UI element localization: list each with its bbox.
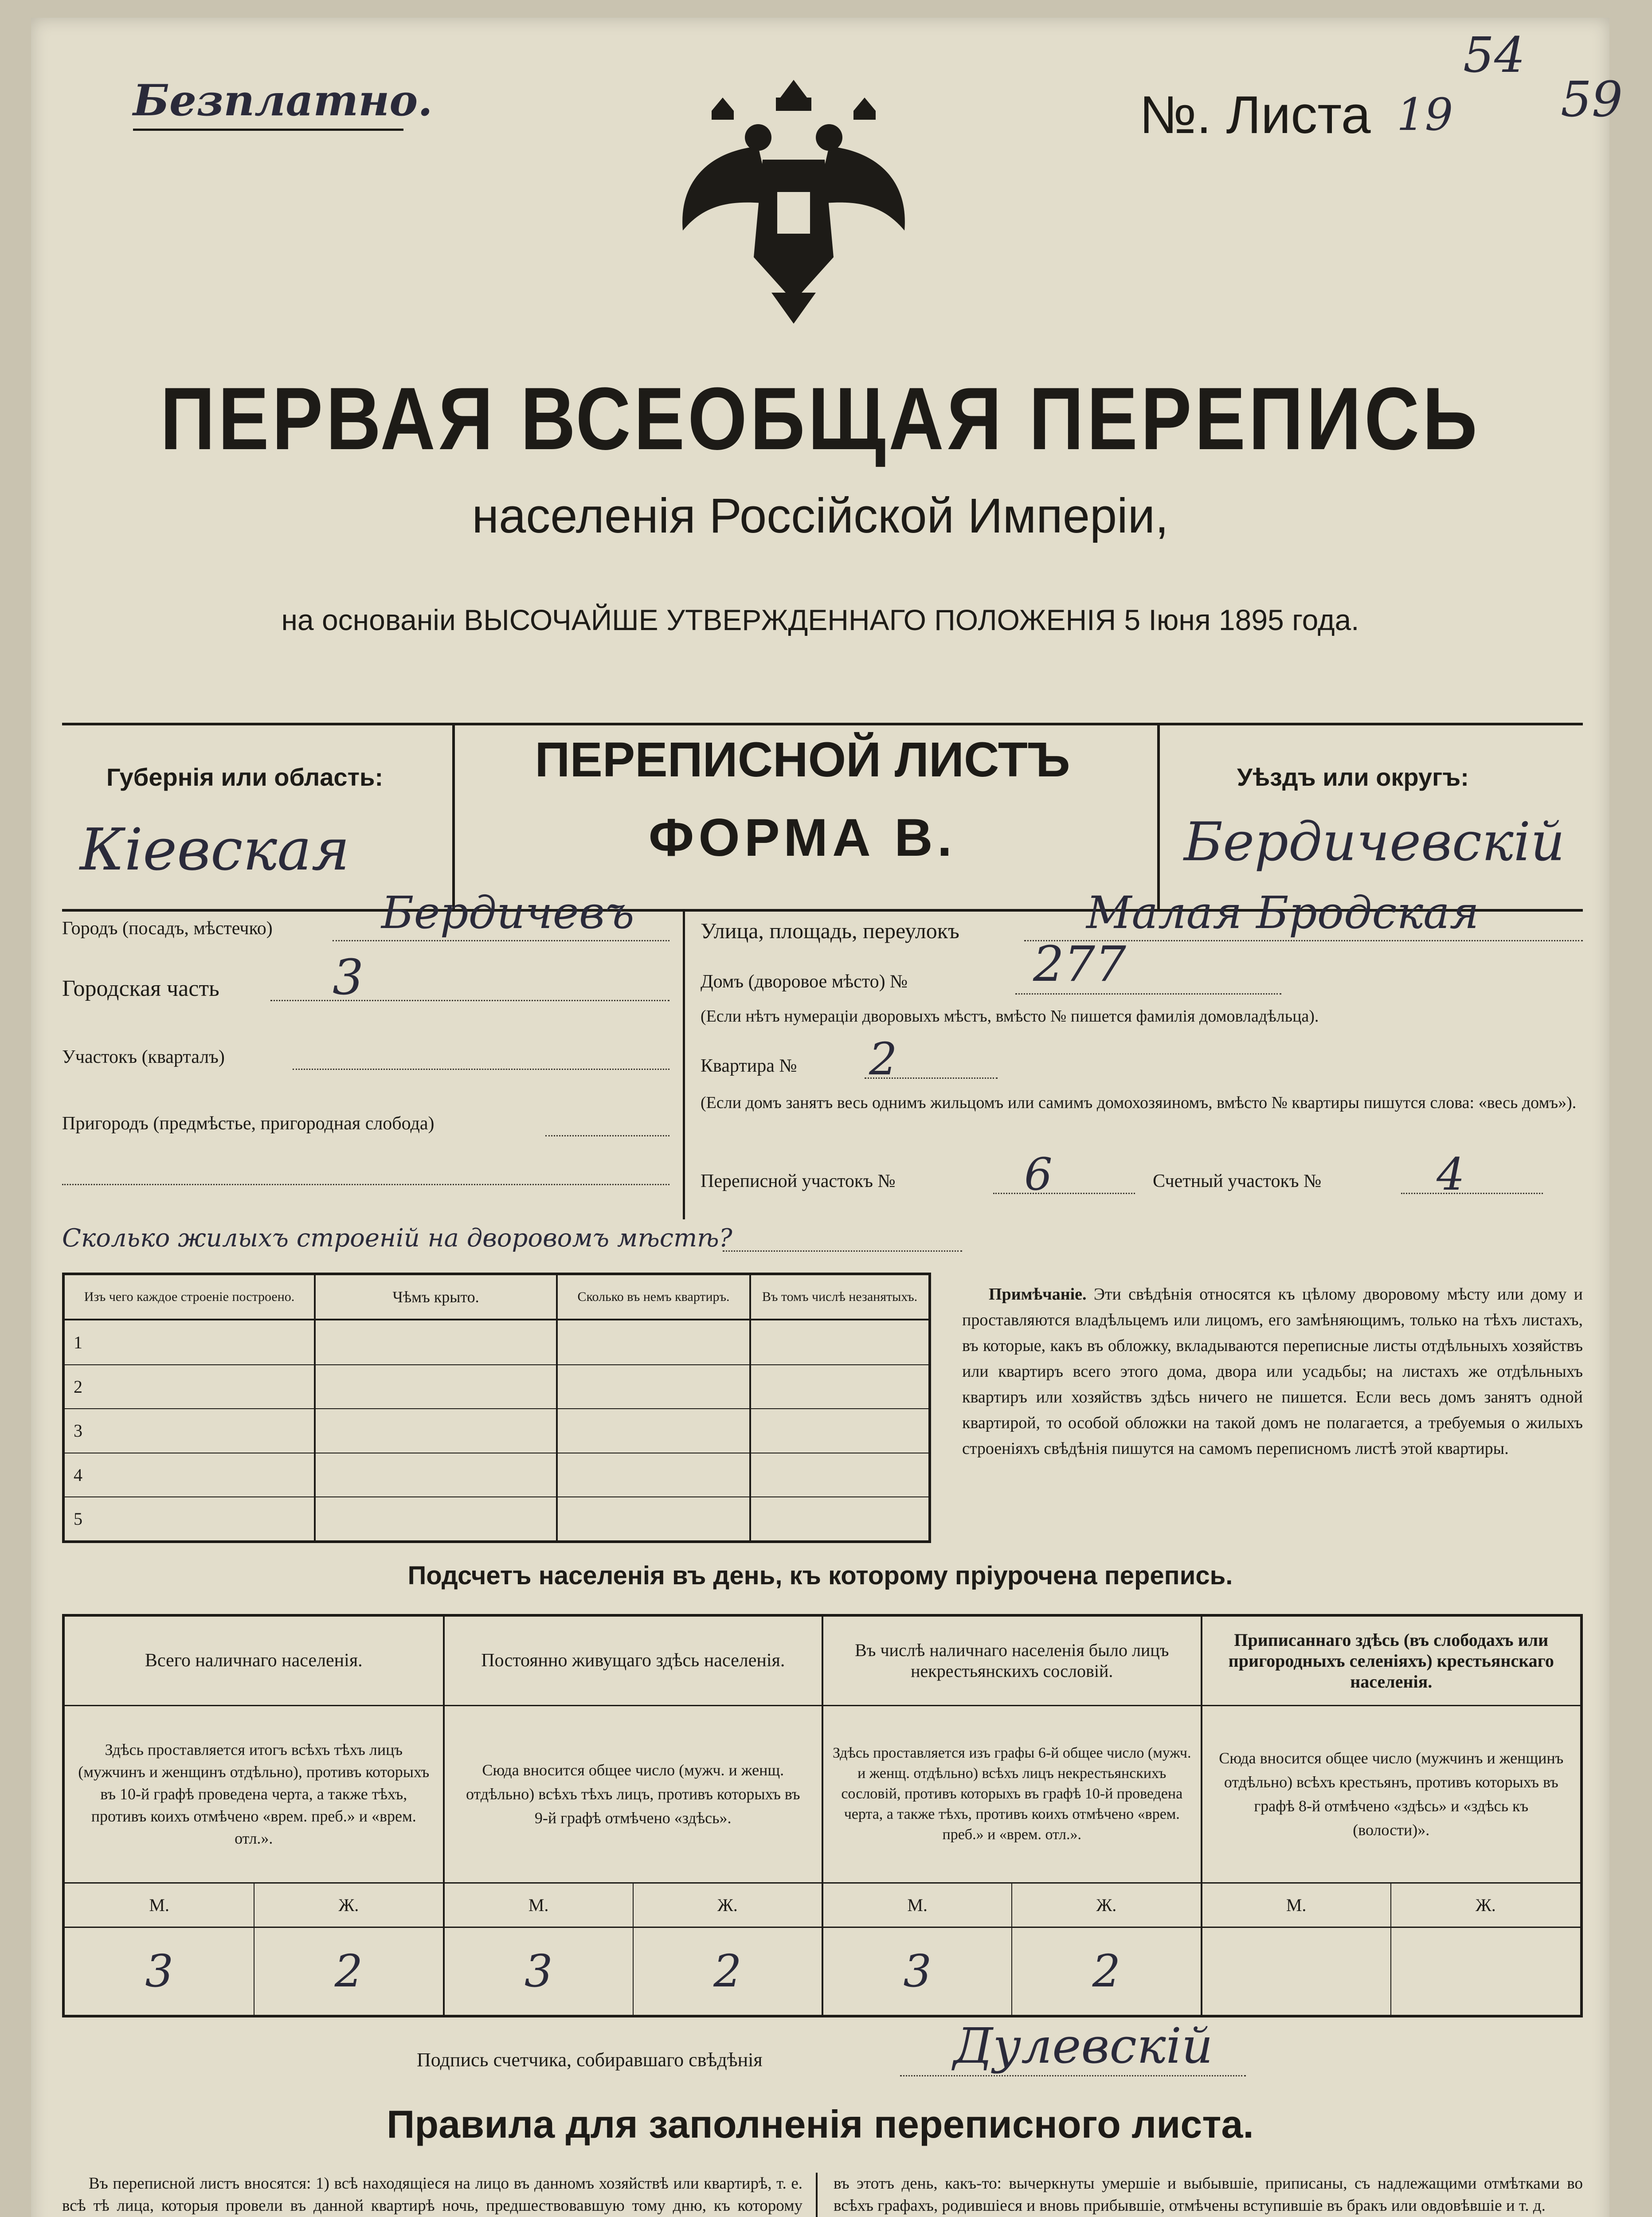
- pop-col1-desc: Здѣсь проставляется итогъ всѣхъ тѣхъ лицъ (мужчинъ и женщинъ отдѣльно), противъ которыхъ въ 10-й графѣ проведена черта, а также тѣхъ, противъ коихъ отмѣчено «врем. преб.» и «врем. отл.».: [65, 1705, 444, 1883]
- pop-m-label: М.: [822, 1883, 1012, 1927]
- house-label: Домъ (дворовое мѣсто) №: [701, 971, 908, 992]
- pop-f-label: Ж.: [1012, 1883, 1201, 1927]
- apartment-note: (Если домъ занятъ весь однимъ жильцомъ или самимъ домохозяиномъ, вмѣсто № квартиры пишутся слова: «весь домъ»).: [701, 1093, 1577, 1112]
- corner-number-2: 59: [1561, 71, 1623, 128]
- city-part-label: Городская часть: [62, 976, 219, 1001]
- rules-col2-p1: въ этотъ день, какъ-то: вычеркнуты умершіе и выбывшіе, приписаны, съ надлежащими отмѣтками во всѣхъ графахъ, родившіеся и вновь прибывшіе, отмѣчены вступившіе въ бракъ или овдовѣвшіе и т. д.: [834, 2174, 1583, 2215]
- rules-divider: [816, 2173, 818, 2217]
- pop-col2-f-value[interactable]: 2: [633, 1927, 822, 2015]
- province-label: Губернія или область:: [106, 763, 384, 791]
- buildings-col-apartments: Сколько въ немъ квартиръ.: [557, 1275, 750, 1320]
- rules-column-2: [834, 2173, 1583, 2217]
- row-number: 1: [65, 1320, 315, 1365]
- form-divider-left: [452, 723, 455, 909]
- note-text: Эти свѣдѣнія относятся къ цѣлому дворовому мѣсту или дому и проставляются владѣльцемъ или лицомъ, его замѣняющимъ, только на тѣхъ листахъ, въ которые, какъ въ обложку, вкладываются переписные листы отдѣльныхъ хозяйствъ или квартиръ всего этого дома, двора или усадьбы; на листахъ же отдѣльныхъ квартиръ или хозяйствъ здѣсь ничего не пишется. Если весь домъ занятъ одной квартирой, то особой обложки на такой домъ не полагается, а требуемыя о жилыхъ строеніяхъ свѣдѣнія пишутся на самомъ переписномъ листѣ этой квартиры.: [962, 1285, 1583, 1458]
- pop-f-label: Ж.: [1391, 1883, 1580, 1927]
- apartment-label: Квартира №: [701, 1056, 797, 1076]
- pop-col1-title: Всего наличнаго населенія.: [65, 1617, 444, 1705]
- buildings-table: [62, 1273, 931, 1543]
- pop-col2-title: Постоянно живущаго здѣсь населенія.: [444, 1617, 823, 1705]
- count-precinct-label: Счетный участокъ №: [1153, 1171, 1322, 1191]
- pop-col2-m-value[interactable]: 3: [444, 1927, 633, 2015]
- note-heading: Примѣчаніе.: [989, 1285, 1087, 1304]
- suburb-label: Пригородъ (предмѣстье, пригородная слобода): [62, 1113, 435, 1134]
- pop-f-label: Ж.: [633, 1883, 822, 1927]
- table-row: [65, 1497, 928, 1540]
- suburb-line: [545, 1135, 669, 1136]
- apartment-value[interactable]: 2: [869, 1033, 897, 1085]
- buildings-question-line: [723, 1250, 962, 1252]
- city-part-value[interactable]: 3: [333, 949, 364, 1006]
- rules-heading: Правила для заполненія переписного листа.: [387, 2102, 1254, 2146]
- table-row: [65, 1453, 928, 1497]
- pop-col3-f-value[interactable]: 2: [1012, 1927, 1201, 2015]
- table-row: [65, 1365, 928, 1409]
- census-title: ПЕРВАЯ ВСЕОБЩАЯ ПЕРЕПИСЬ: [160, 369, 1480, 468]
- pop-col4-m-value[interactable]: [1202, 1927, 1391, 2015]
- street-value[interactable]: Малая Бродская: [1086, 887, 1479, 939]
- pop-m-label: М.: [444, 1883, 633, 1927]
- census-basis: на основаніи ВЫСОЧАЙШЕ УТВЕРЖДЕННАГО ПОЛОЖЕНІЯ 5 Іюня 1895 года.: [281, 603, 1359, 636]
- form-divider-right: [1157, 723, 1160, 909]
- form-name: ФОРМА В.: [648, 808, 957, 867]
- census-precinct-value[interactable]: 6: [1024, 1148, 1053, 1200]
- census-precinct-label: Переписной участокъ №: [701, 1171, 896, 1191]
- free-label: Безплатно.: [133, 75, 433, 125]
- row-number: 2: [65, 1365, 315, 1409]
- district-label: Уѣздъ или округъ:: [1237, 763, 1469, 791]
- apartment-line: [865, 1077, 998, 1079]
- street-label: Улица, площадь, переулокъ: [701, 918, 959, 943]
- buildings-col-material: Изъ чего каждое строеніе построено.: [65, 1275, 315, 1320]
- province-value[interactable]: Кіевская: [80, 816, 350, 883]
- sheet-number-value: 19: [1397, 89, 1453, 141]
- city-part-line: [270, 1000, 669, 1001]
- rules-column-1: Въ переписной листъ вносятся: 1) всѣ находящіеся на лицо въ данномъ хозяйствѣ или квартирѣ, т. е. всѣ тѣ лица, которыя провели въ данной квартирѣ ночь, предшествовавшую тому дню, къ которому: [62, 2174, 803, 2215]
- pop-f-label: Ж.: [254, 1883, 443, 1927]
- pop-col1-f-value[interactable]: 2: [254, 1927, 443, 2015]
- signature-line: [900, 2075, 1246, 2076]
- population-table: [62, 1614, 1583, 2017]
- signature-label: Подпись счетчика, собиравшаго свѣдѣнія: [417, 2049, 763, 2071]
- count-precinct-line: [1401, 1193, 1543, 1194]
- pop-col4-title: Приписаннаго здѣсь (въ слободахъ или пригородныхъ селеніяхъ) крестьянскаго населенія.: [1202, 1617, 1581, 1705]
- buildings-col-vacant: Въ томъ числѣ незанятыхъ.: [750, 1275, 928, 1320]
- population-heading: Подсчетъ населенія въ день, къ которому пріурочена перепись.: [407, 1561, 1233, 1590]
- pop-col3-title: Въ числѣ наличнаго населенія было лицъ некрестьянскихъ сословій.: [822, 1617, 1202, 1705]
- form-top-rule: [62, 723, 1583, 725]
- precinct-line: [293, 1069, 669, 1070]
- census-sheet: [31, 18, 1623, 2217]
- city-line: [333, 940, 669, 941]
- buildings-question: Сколько жилыхъ строеній на дворовомъ мѣстѣ?: [62, 1224, 732, 1253]
- row-number: 3: [65, 1409, 315, 1453]
- pop-col1-m-value[interactable]: 3: [65, 1927, 254, 2015]
- district-value[interactable]: Бердичевскій: [1184, 811, 1565, 873]
- census-subtitle: населенія Россійской Имперіи,: [472, 489, 1169, 543]
- corner-number-1: 54: [1463, 27, 1525, 83]
- table-row: [65, 1320, 928, 1365]
- pop-m-label: М.: [65, 1883, 254, 1927]
- sheet-number-label: №. Листа: [1139, 85, 1371, 145]
- census-precinct-line: [993, 1193, 1135, 1194]
- buildings-note: [962, 1281, 1583, 1461]
- city-label: Городъ (посадъ, мѣстечко): [62, 918, 273, 939]
- house-line: [1015, 993, 1281, 995]
- pop-m-label: М.: [1202, 1883, 1391, 1927]
- suburb-line-2: [62, 1184, 669, 1185]
- pop-col4-f-value[interactable]: [1391, 1927, 1580, 2015]
- city-value[interactable]: Бердичевъ: [381, 887, 634, 939]
- count-precinct-value[interactable]: 4: [1437, 1148, 1465, 1200]
- pop-col3-m-value[interactable]: 3: [822, 1927, 1012, 2015]
- pop-col4-desc: Сюда вносится общее число (мужчинъ и женщинъ отдѣльно) всѣхъ крестьянъ, противъ которыхъ въ графѣ 8-й отмѣчено «здѣсь» и «здѣсь къ (волости)».: [1202, 1705, 1581, 1883]
- signature-value[interactable]: Дулевскій: [953, 2017, 1213, 2074]
- house-note: (Если нѣтъ нумераціи дворовыхъ мѣстъ, вмѣсто № пишется фамилія домовладѣльца).: [701, 1007, 1319, 1026]
- house-value[interactable]: 277: [1033, 936, 1126, 992]
- row-number: 5: [65, 1497, 315, 1540]
- precinct-label: Участокъ (кварталъ): [62, 1047, 225, 1067]
- pop-col3-desc: Здѣсь проставляется изъ графы 6-й общее число (мужч. и женщ. отдѣльно) всѣхъ лицъ некрестьянскихъ сословій, противъ которыхъ въ графѣ 10-й проведена черта, а также тѣхъ, противъ коихъ отмѣчено «врем. преб.» и «врем. отл.».: [822, 1705, 1202, 1883]
- imperial-eagle-emblem: [669, 71, 918, 328]
- form-title: ПЕРЕПИСНОЙ ЛИСТЪ: [535, 732, 1070, 787]
- row-number: 4: [65, 1453, 315, 1497]
- pop-col2-desc: Сюда вносится общее число (мужч. и женщ. отдѣльно) всѣхъ тѣхъ лицъ, противъ которыхъ въ 9-й графѣ отмѣчено «здѣсь».: [444, 1705, 823, 1883]
- free-underline: [133, 129, 403, 131]
- buildings-col-roof: Чѣмъ крыто.: [315, 1275, 557, 1320]
- table-row: [65, 1409, 928, 1453]
- address-divider: [683, 909, 685, 1219]
